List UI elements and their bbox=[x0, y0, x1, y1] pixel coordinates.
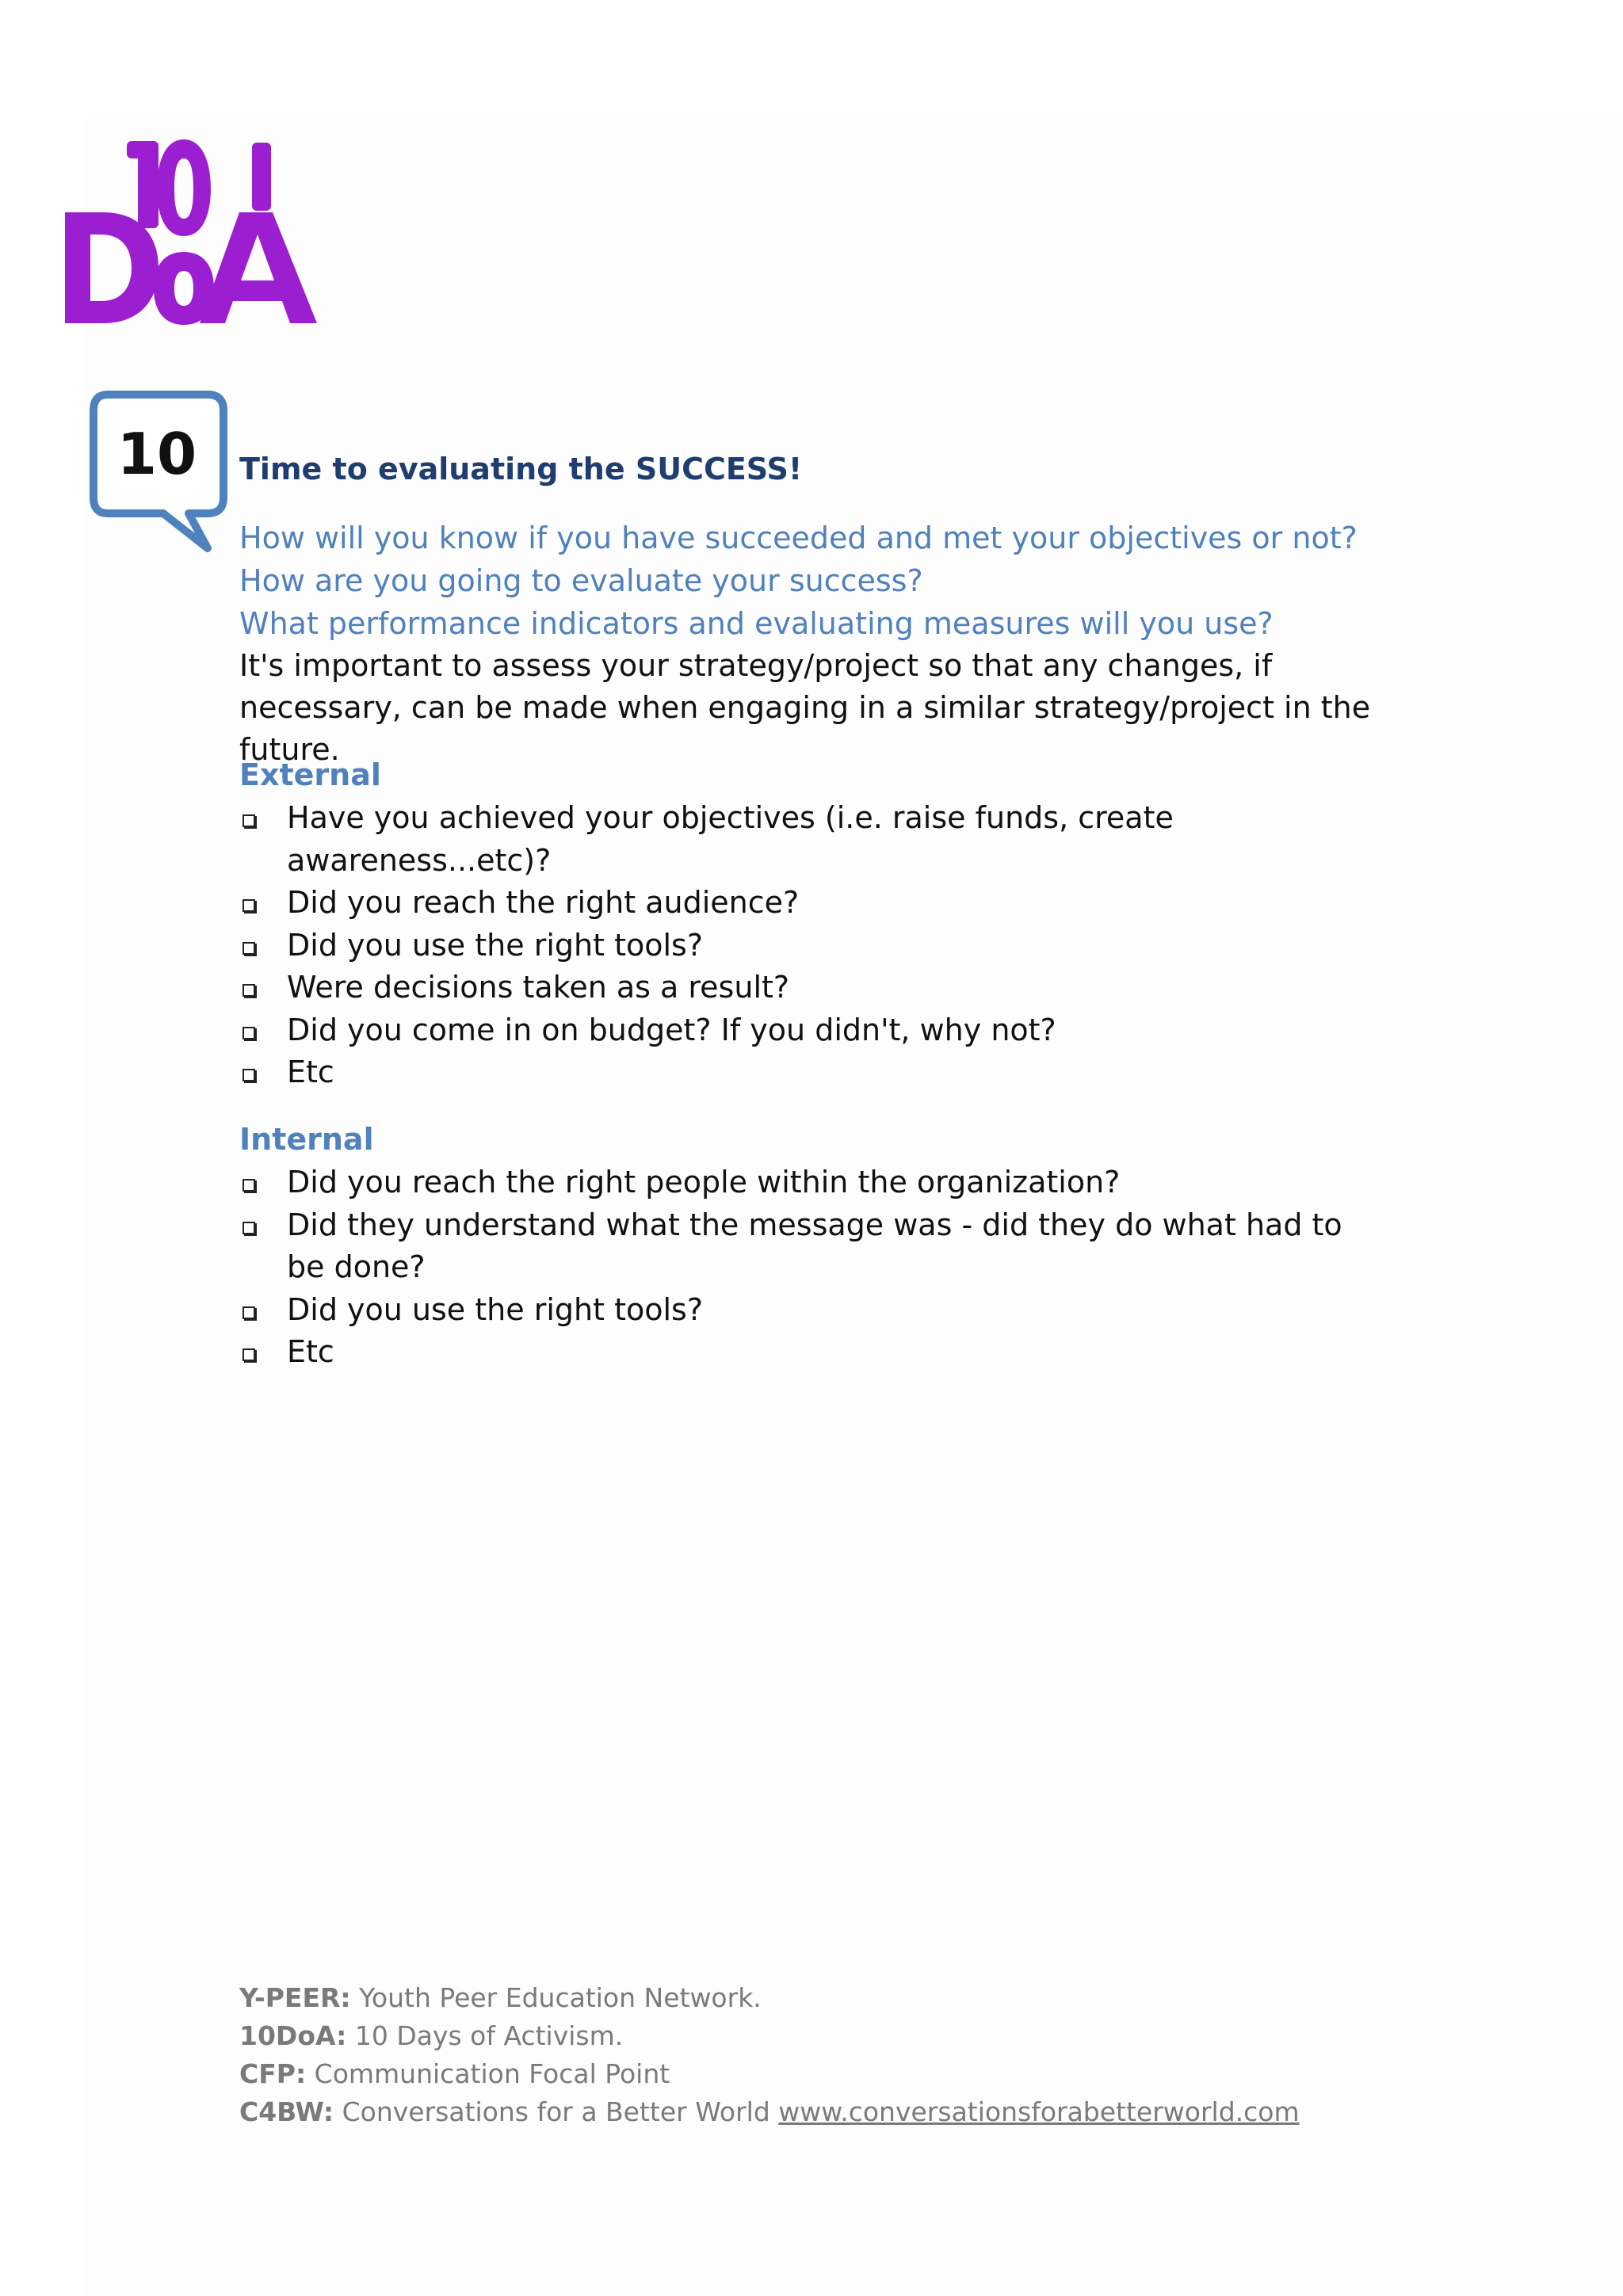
checkbox-bullet-icon bbox=[242, 1306, 255, 1319]
checklist-item: Etc bbox=[239, 1331, 1373, 1374]
guiding-questions bbox=[239, 517, 1358, 645]
footer-text: Communication Focal Point bbox=[314, 2058, 670, 2089]
intro-paragraph: It's important to assess your strategy/project so that any changes, if necessary, can be made when engaging in a similar strategy/project in the future. bbox=[239, 648, 1371, 767]
checklist-item: Did you use the right tools? bbox=[239, 925, 1412, 967]
checklist-item: Have you achieved your objectives (i.e. raise funds, create awareness...etc)? bbox=[239, 797, 1412, 882]
checklist-item: Etc bbox=[239, 1051, 1412, 1094]
checkbox-bullet-icon bbox=[242, 814, 255, 827]
footer-entry bbox=[239, 2055, 1300, 2093]
checkbox-bullet-icon bbox=[242, 1069, 255, 1081]
question-item: How will you know if you have succeeded and met your objectives or not? bbox=[239, 521, 1358, 555]
checklist-item: Did you come in on budget? If you didn't, why not? bbox=[239, 1009, 1412, 1052]
checkbox-bullet-icon bbox=[242, 1222, 255, 1234]
question-item: What performance indicators and evaluating measures will you use? bbox=[239, 606, 1274, 641]
checklist-item: Were decisions taken as a result? bbox=[239, 967, 1412, 1009]
checklist-item: Did you reach the right people within the organization? bbox=[239, 1161, 1373, 1204]
footer-abbr: C4BW: bbox=[239, 2096, 334, 2127]
10doa-logo bbox=[65, 133, 327, 331]
footer-entry bbox=[239, 2017, 1300, 2055]
footer-entry bbox=[239, 1979, 1300, 2017]
question-item: How are you going to evaluate your success? bbox=[239, 563, 923, 598]
footer-text: Conversations for a Better World bbox=[342, 2096, 770, 2127]
checklist-item: Did you use the right tools? bbox=[239, 1289, 1373, 1332]
footer-abbr: 10DoA: bbox=[239, 2020, 347, 2051]
checklist-item: Did they understand what the message was - did they do what had to be done? bbox=[239, 1204, 1373, 1289]
footer-entry bbox=[239, 2093, 1300, 2131]
checkbox-bullet-icon bbox=[242, 1179, 255, 1192]
checkbox-bullet-icon bbox=[242, 1027, 255, 1039]
checkbox-bullet-icon bbox=[242, 942, 255, 955]
checkbox-bullet-icon bbox=[242, 984, 255, 997]
checklist-item: Did you reach the right audience? bbox=[239, 882, 1412, 925]
website-link[interactable]: www.conversationsforabetterworld.com bbox=[778, 2096, 1300, 2127]
checklist-external bbox=[239, 797, 1412, 1094]
footer-text: 10 Days of Activism. bbox=[354, 2020, 624, 2051]
section-heading-internal: Internal bbox=[239, 1122, 374, 1157]
footer-abbr: Y-PEER: bbox=[239, 1982, 351, 2013]
checkbox-bullet-icon bbox=[242, 1348, 255, 1361]
section-heading-external: External bbox=[239, 757, 381, 792]
footer-text: Youth Peer Education Network. bbox=[359, 1982, 762, 2013]
footer-abbr: CFP: bbox=[239, 2058, 307, 2089]
page-title: Time to evaluating the SUCCESS! bbox=[239, 452, 803, 486]
step-number: 10 bbox=[116, 421, 197, 487]
footer-glossary bbox=[239, 1979, 1300, 2131]
checklist-internal bbox=[239, 1161, 1373, 1374]
checkbox-bullet-icon bbox=[242, 899, 255, 912]
